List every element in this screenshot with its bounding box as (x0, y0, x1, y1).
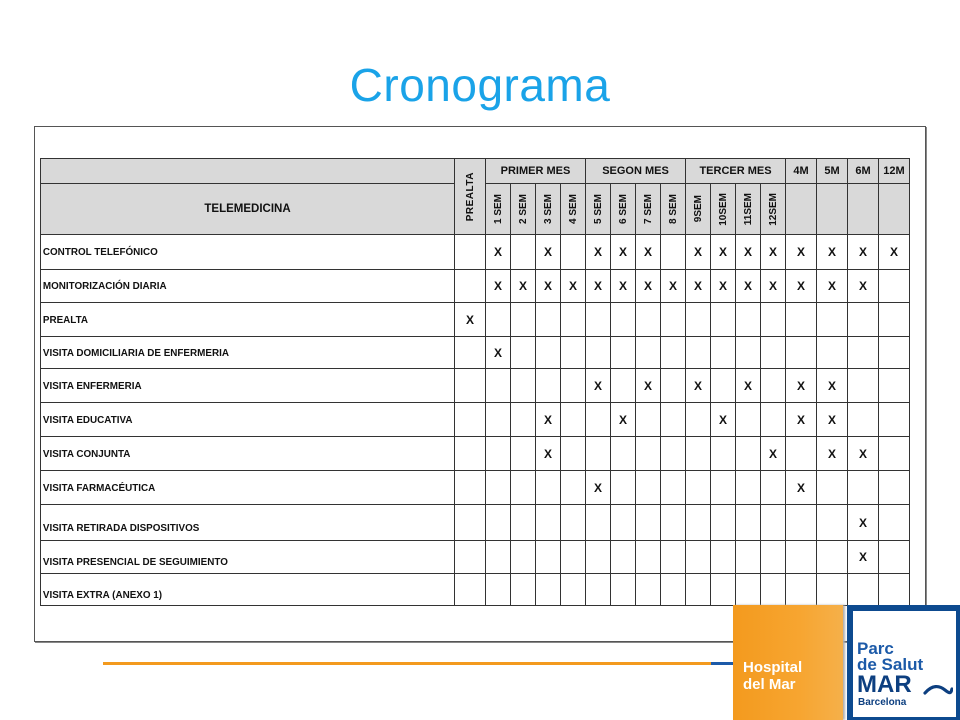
schedule-cell (611, 337, 636, 369)
schedule-cell (636, 337, 661, 369)
schedule-cell (711, 437, 736, 471)
schedule-cell (661, 303, 686, 337)
table-row (41, 270, 910, 303)
schedule-cell: X (848, 235, 879, 270)
row-label (41, 471, 455, 505)
table-row (41, 574, 910, 606)
schedule-cell (761, 574, 786, 606)
schedule-cell: X (455, 303, 486, 337)
schedule-cell: X (636, 369, 661, 403)
group-header-segon-mes: SEGON MES (586, 159, 686, 184)
schedule-cell (736, 337, 761, 369)
schedule-cell (817, 541, 848, 574)
schedule-cell (661, 437, 686, 471)
row-label-text: VISITA ENFERMERIA (42, 379, 142, 392)
schedule-cell (511, 403, 536, 437)
schedule-cell (561, 403, 586, 437)
week-header: 10SEM (711, 184, 736, 235)
week-header: 12SEM (761, 184, 786, 235)
schedule-cell (561, 235, 586, 270)
schedule-cell: X (736, 369, 761, 403)
schedule-cell: X (786, 471, 817, 505)
schedule-cell (586, 505, 611, 541)
row-label (41, 541, 455, 574)
schedule-cell: X (786, 235, 817, 270)
schedule-cell: X (761, 235, 786, 270)
group-header-6m: 6M (848, 159, 879, 184)
slide-title: Cronograma (349, 59, 611, 111)
schedule-cell (686, 471, 711, 505)
schedule-cell (611, 505, 636, 541)
row-label (41, 303, 455, 337)
schedule-cell (736, 403, 761, 437)
row-label-text: VISITA PRESENCIAL DE SEGUIMIENTO (42, 556, 228, 568)
schedule-cell (786, 337, 817, 369)
schedule-cell (486, 471, 511, 505)
logo-area (733, 605, 960, 720)
row-label (41, 270, 455, 303)
schedule-cell (511, 369, 536, 403)
month-header-blank (786, 184, 817, 235)
psm-logo-line3: MAR (857, 671, 912, 698)
schedule-cell (611, 541, 636, 574)
schedule-cell: X (536, 270, 561, 303)
schedule-cell (455, 337, 486, 369)
schedule-cell (686, 541, 711, 574)
row-label-text: VISITA EXTRA (ANEXO 1) (42, 588, 163, 601)
table-row (41, 337, 910, 369)
schedule-cell (661, 541, 686, 574)
schedule-cell: X (486, 270, 511, 303)
schedule-cell (711, 337, 736, 369)
schedule-cell (455, 403, 486, 437)
schedule-cell (511, 437, 536, 471)
schedule-cell (879, 437, 910, 471)
group-header-5m: 5M (817, 159, 848, 184)
schedule-cell (511, 541, 536, 574)
schedule-cell (711, 505, 736, 541)
row-label-text: VISITA DOMICILIARIA DE ENFERMERIA (42, 346, 229, 359)
schedule-cell: X (817, 235, 848, 270)
schedule-cell: X (736, 270, 761, 303)
schedule-cell: X (879, 235, 910, 270)
schedule-cell (561, 574, 586, 606)
week-header: 8 SEM (661, 184, 686, 235)
schedule-cell (455, 369, 486, 403)
schedule-cell (736, 471, 761, 505)
schedule-cell: X (636, 235, 661, 270)
schedule-cell (586, 303, 611, 337)
schedule-cell (761, 303, 786, 337)
schedule-cell (511, 505, 536, 541)
schedule-cell (879, 270, 910, 303)
footer-rule-orange (103, 662, 711, 665)
row-label-text: VISITA EDUCATIVA (42, 413, 133, 426)
schedule-cell (661, 337, 686, 369)
schedule-cell: X (536, 403, 561, 437)
schedule-cell (455, 437, 486, 471)
schedule-cell (536, 337, 561, 369)
row-label (41, 235, 455, 270)
schedule-cell: X (817, 437, 848, 471)
schedule-cell (611, 369, 636, 403)
group-header-12m: 12M (879, 159, 910, 184)
week-header: 4 SEM (561, 184, 586, 235)
schedule-cell (761, 337, 786, 369)
schedule-cell: X (848, 437, 879, 471)
schedule-cell (486, 541, 511, 574)
schedule-table (40, 158, 910, 606)
row-label-text: PREALTA (42, 313, 89, 326)
schedule-cell (848, 574, 879, 606)
schedule-cell (586, 337, 611, 369)
parc-de-salut-mar-logo (847, 605, 960, 720)
schedule-cell (455, 471, 486, 505)
hospital-logo-line2: del Mar (743, 676, 796, 693)
schedule-cell (486, 403, 511, 437)
schedule-cell (736, 505, 761, 541)
schedule-cell: X (511, 270, 536, 303)
row-label (41, 337, 455, 369)
schedule-cell (817, 303, 848, 337)
schedule-cell (511, 235, 536, 270)
schedule-cell: X (786, 369, 817, 403)
table-row (41, 541, 910, 574)
row-label (41, 369, 455, 403)
schedule-cell (879, 403, 910, 437)
row-label (41, 574, 455, 606)
schedule-cell: X (661, 270, 686, 303)
schedule-cell: X (486, 235, 511, 270)
schedule-cell: X (586, 235, 611, 270)
schedule-cell (711, 471, 736, 505)
schedule-cell (686, 505, 711, 541)
schedule-cell (511, 574, 536, 606)
row-label-text: MONITORIZACIÓN DIARIA (42, 280, 167, 292)
schedule-cell (686, 403, 711, 437)
schedule-cell (561, 337, 586, 369)
schedule-cell: X (561, 270, 586, 303)
schedule-cell: X (761, 270, 786, 303)
schedule-cell (586, 403, 611, 437)
schedule-cell: X (848, 541, 879, 574)
schedule-cell: X (786, 270, 817, 303)
month-header-blank (879, 184, 910, 235)
month-header-blank (848, 184, 879, 235)
schedule-cell: X (536, 437, 561, 471)
schedule-cell (879, 505, 910, 541)
schedule-cell: X (586, 369, 611, 403)
schedule-cell (848, 337, 879, 369)
schedule-cell: X (817, 369, 848, 403)
table-row (41, 471, 910, 505)
schedule-cell (661, 403, 686, 437)
schedule-cell (536, 303, 561, 337)
schedule-cell (711, 574, 736, 606)
schedule-cell: X (686, 369, 711, 403)
schedule-cell (536, 471, 561, 505)
schedule-cell: X (486, 337, 511, 369)
schedule-cell: X (848, 270, 879, 303)
row-label (41, 505, 455, 541)
schedule-cell (611, 471, 636, 505)
schedule-cell (686, 337, 711, 369)
schedule-cell (786, 303, 817, 337)
schedule-cell (486, 505, 511, 541)
schedule-cell (586, 574, 611, 606)
schedule-cell (636, 574, 661, 606)
schedule-cell (736, 303, 761, 337)
schedule-cell (486, 303, 511, 337)
schedule-cell (636, 541, 661, 574)
group-header-4m: 4M (786, 159, 817, 184)
psm-logo-line2: de Salut (857, 655, 924, 674)
schedule-cell (736, 437, 761, 471)
schedule-cell (761, 541, 786, 574)
wave-icon (923, 683, 953, 697)
schedule-cell (711, 541, 736, 574)
schedule-cell (561, 505, 586, 541)
schedule-cell (879, 471, 910, 505)
row-label-text: CONTROL TELEFÓNICO (42, 246, 158, 258)
schedule-cell: X (736, 235, 761, 270)
schedule-cell (611, 574, 636, 606)
schedule-cell (786, 541, 817, 574)
schedule-cell (636, 505, 661, 541)
schedule-cell (536, 505, 561, 541)
table-row (41, 303, 910, 337)
row-label-text: VISITA RETIRADA DISPOSITIVOS (42, 521, 200, 534)
schedule-cell (561, 541, 586, 574)
table-row (41, 369, 910, 403)
schedule-cell (536, 574, 561, 606)
week-header: 11SEM (736, 184, 761, 235)
schedule-cell: X (611, 270, 636, 303)
schedule-cell (761, 471, 786, 505)
schedule-cell (636, 437, 661, 471)
hospital-logo-line1: Hospital (743, 659, 803, 676)
week-header: 7 SEM (636, 184, 661, 235)
schedule-cell (586, 437, 611, 471)
schedule-cell: X (761, 437, 786, 471)
table-row (41, 235, 910, 270)
table-row (41, 437, 910, 471)
schedule-cell (786, 505, 817, 541)
schedule-cell (786, 574, 817, 606)
schedule-cell (455, 270, 486, 303)
schedule-cell: X (711, 235, 736, 270)
psm-logo-line4: Barcelona (858, 697, 907, 708)
schedule-cell (879, 337, 910, 369)
schedule-cell (761, 403, 786, 437)
schedule-cell (586, 541, 611, 574)
schedule-cell (761, 505, 786, 541)
schedule-cell: X (711, 403, 736, 437)
table-row (41, 505, 910, 541)
schedule-cell (817, 337, 848, 369)
week-header: 9SEM (686, 184, 711, 235)
schedule-cell (561, 437, 586, 471)
schedule-cell (848, 471, 879, 505)
schedule-cell: X (611, 235, 636, 270)
schedule-cell: X (536, 235, 561, 270)
schedule-cell (561, 303, 586, 337)
schedule-cell (879, 541, 910, 574)
schedule-cell (486, 574, 511, 606)
schedule-cell: X (686, 270, 711, 303)
schedule-cell (636, 303, 661, 337)
corner-top-cell (41, 159, 455, 184)
schedule-cell (711, 369, 736, 403)
schedule-cell (455, 235, 486, 270)
schedule-cell (536, 369, 561, 403)
week-header: 3 SEM (536, 184, 561, 235)
row-label (41, 437, 455, 471)
schedule-cell (817, 574, 848, 606)
schedule-cell (661, 505, 686, 541)
table-row (41, 403, 910, 437)
schedule-cell (455, 505, 486, 541)
schedule-cell (686, 437, 711, 471)
schedule-cell (661, 471, 686, 505)
schedule-cell (611, 303, 636, 337)
schedule-cell (636, 403, 661, 437)
schedule-cell (455, 541, 486, 574)
schedule-cell: X (586, 471, 611, 505)
schedule-cell (817, 505, 848, 541)
schedule-cell (561, 369, 586, 403)
week-header: 5 SEM (586, 184, 611, 235)
schedule-cell (736, 574, 761, 606)
schedule-cell: X (586, 270, 611, 303)
schedule-cell (455, 574, 486, 606)
schedule-cell (661, 235, 686, 270)
schedule-cell: X (848, 505, 879, 541)
schedule-cell (561, 471, 586, 505)
schedule-cell (848, 303, 879, 337)
schedule-cell: X (611, 403, 636, 437)
hospital-del-mar-logo (733, 605, 843, 720)
week-header: 2 SEM (511, 184, 536, 235)
schedule-cell: X (786, 403, 817, 437)
group-header-primer-mes: PRIMER MES (486, 159, 586, 184)
group-header-tercer-mes: TERCER MES (686, 159, 786, 184)
footer-rule-blue (711, 662, 733, 665)
row-label-text: VISITA FARMACÉUTICA (42, 481, 156, 494)
schedule-cell: X (686, 235, 711, 270)
schedule-cell: X (817, 403, 848, 437)
schedule-cell (686, 303, 711, 337)
psm-logo-line1: Parc (857, 639, 894, 658)
schedule-cell: X (711, 270, 736, 303)
prealta-column-header: PREALTA (455, 159, 486, 235)
schedule-cell (536, 541, 561, 574)
schedule-cell (879, 303, 910, 337)
schedule-cell (848, 369, 879, 403)
schedule-cell (511, 303, 536, 337)
schedule-cell (879, 574, 910, 606)
schedule-cell (511, 471, 536, 505)
corner-label: TELEMEDICINA (41, 184, 455, 235)
schedule-cell (486, 369, 511, 403)
schedule-cell (817, 471, 848, 505)
week-header: 1 SEM (486, 184, 511, 235)
schedule-cell: X (817, 270, 848, 303)
schedule-cell (661, 574, 686, 606)
schedule-cell (686, 574, 711, 606)
schedule-cell: X (636, 270, 661, 303)
schedule-cell (511, 337, 536, 369)
week-header: 6 SEM (611, 184, 636, 235)
month-header-blank (817, 184, 848, 235)
schedule-cell (761, 369, 786, 403)
schedule-cell (879, 369, 910, 403)
schedule-cell (486, 437, 511, 471)
schedule-cell (848, 403, 879, 437)
schedule-cell (611, 437, 636, 471)
schedule-cell (736, 541, 761, 574)
schedule-cell (786, 437, 817, 471)
schedule-cell (711, 303, 736, 337)
schedule-cell (661, 369, 686, 403)
row-label (41, 403, 455, 437)
row-label-text: VISITA CONJUNTA (42, 447, 131, 460)
schedule-cell (636, 471, 661, 505)
